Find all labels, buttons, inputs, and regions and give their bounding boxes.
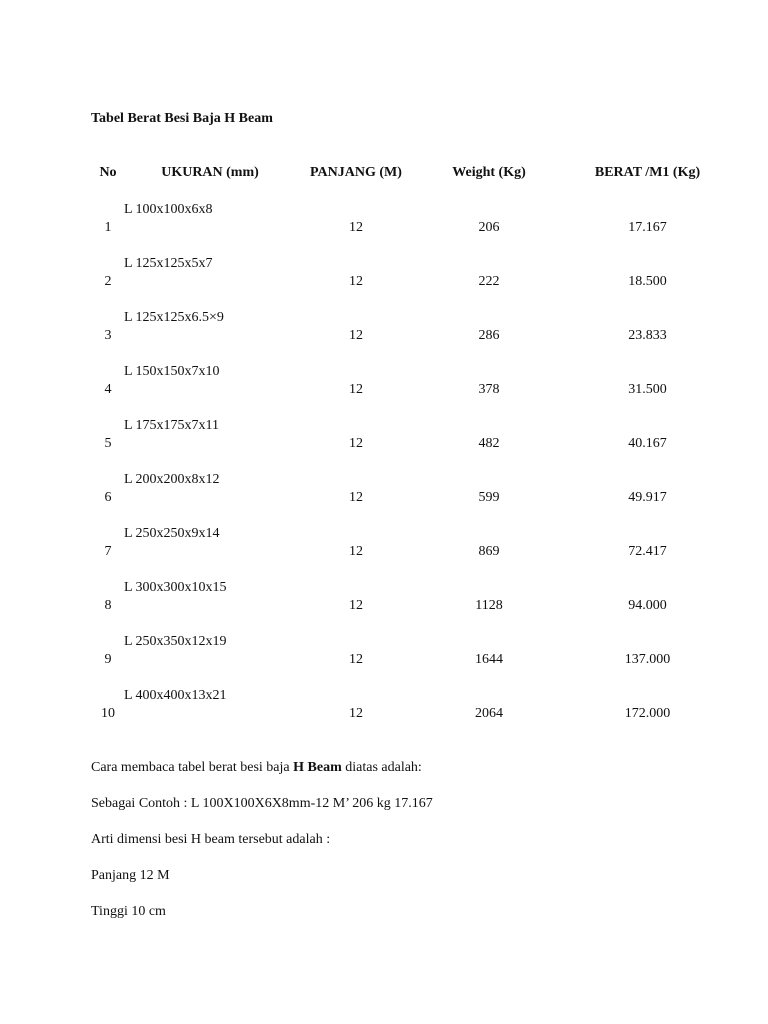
length-cell: 12 — [349, 598, 363, 613]
table-row — [0, 310, 768, 346]
weight-cell: 1644 — [475, 652, 503, 667]
length-cell: 12 — [349, 544, 363, 559]
weight-per-meter-cell: 18.500 — [628, 274, 667, 289]
table-row — [0, 418, 768, 454]
size-cell: L 175x175x7x11 — [124, 418, 220, 433]
weight-per-meter-cell: 94.000 — [628, 598, 667, 613]
header-no: No — [99, 165, 117, 180]
table-row — [0, 202, 768, 238]
weight-per-meter-cell: 40.167 — [628, 436, 667, 451]
bold-term: H Beam — [293, 760, 342, 775]
no-cell: 9 — [104, 652, 112, 667]
size-cell: L 250x350x12x19 — [124, 634, 227, 649]
header-length: PANJANG (M) — [310, 165, 402, 180]
length-cell: 12 — [349, 652, 363, 667]
weight-per-meter-cell: 49.917 — [628, 490, 667, 505]
no-cell: 7 — [104, 544, 112, 559]
weight-cell: 222 — [478, 274, 500, 289]
paragraph-meaning: Arti dimensi besi H beam tersebut adalah : — [91, 832, 331, 847]
weight-cell: 1128 — [475, 598, 503, 613]
no-cell: 10 — [101, 706, 115, 721]
no-cell: 8 — [104, 598, 112, 613]
paragraph-text: Cara membaca tabel berat besi baja — [91, 760, 294, 775]
length-cell: 12 — [349, 220, 363, 235]
no-cell: 4 — [104, 382, 112, 397]
table-row — [0, 526, 768, 562]
paragraph-example: Sebagai Contoh : L 100X100X6X8mm-12 M’ 206 kg 17.167 — [91, 796, 433, 811]
no-cell: 1 — [104, 220, 112, 235]
table-row — [0, 472, 768, 508]
header-weight: Weight (Kg) — [452, 165, 526, 180]
weight-per-meter-cell: 31.500 — [628, 382, 667, 397]
length-cell: 12 — [349, 706, 363, 721]
size-cell: L 300x300x10x15 — [124, 580, 227, 595]
length-cell: 12 — [349, 328, 363, 343]
length-cell: 12 — [349, 274, 363, 289]
weight-cell: 2064 — [475, 706, 503, 721]
size-cell: L 125x125x6.5×9 — [124, 310, 224, 325]
size-cell: L 150x150x7x10 — [124, 364, 220, 379]
table-row — [0, 580, 768, 616]
no-cell: 2 — [104, 274, 112, 289]
weight-per-meter-cell: 17.167 — [628, 220, 667, 235]
size-cell: L 125x125x5x7 — [124, 256, 213, 271]
size-cell: L 400x400x13x21 — [124, 688, 227, 703]
weight-cell: 869 — [478, 544, 500, 559]
weight-per-meter-cell: 172.000 — [624, 706, 671, 721]
paragraph-height: Tinggi 10 cm — [91, 904, 166, 919]
weight-cell: 206 — [478, 220, 500, 235]
no-cell: 3 — [104, 328, 112, 343]
weight-cell: 286 — [478, 328, 500, 343]
weight-cell: 482 — [478, 436, 500, 451]
length-cell: 12 — [349, 436, 363, 451]
weight-per-meter-cell: 137.000 — [624, 652, 671, 667]
size-cell: L 200x200x8x12 — [124, 472, 220, 487]
size-cell: L 250x250x9x14 — [124, 526, 220, 541]
paragraph-text: diatas adalah: — [341, 760, 422, 775]
weight-per-meter-cell: 72.417 — [628, 544, 667, 559]
length-cell: 12 — [349, 382, 363, 397]
weight-cell: 599 — [478, 490, 500, 505]
table-row — [0, 634, 768, 670]
no-cell: 5 — [104, 436, 112, 451]
length-cell: 12 — [349, 490, 363, 505]
weight-per-meter-cell: 23.833 — [628, 328, 667, 343]
table-row — [0, 256, 768, 292]
header-weight-per-meter: BERAT /M1 (Kg) — [594, 165, 701, 180]
document-title: Tabel Berat Besi Baja H Beam — [91, 111, 273, 126]
paragraph-how-to-read — [91, 760, 422, 776]
paragraph-length: Panjang 12 M — [91, 868, 170, 883]
weight-cell: 378 — [478, 382, 500, 397]
header-size: UKURAN (mm) — [161, 165, 259, 180]
table-row — [0, 364, 768, 400]
table-row — [0, 688, 768, 724]
size-cell: L 100x100x6x8 — [124, 202, 213, 217]
no-cell: 6 — [104, 490, 112, 505]
